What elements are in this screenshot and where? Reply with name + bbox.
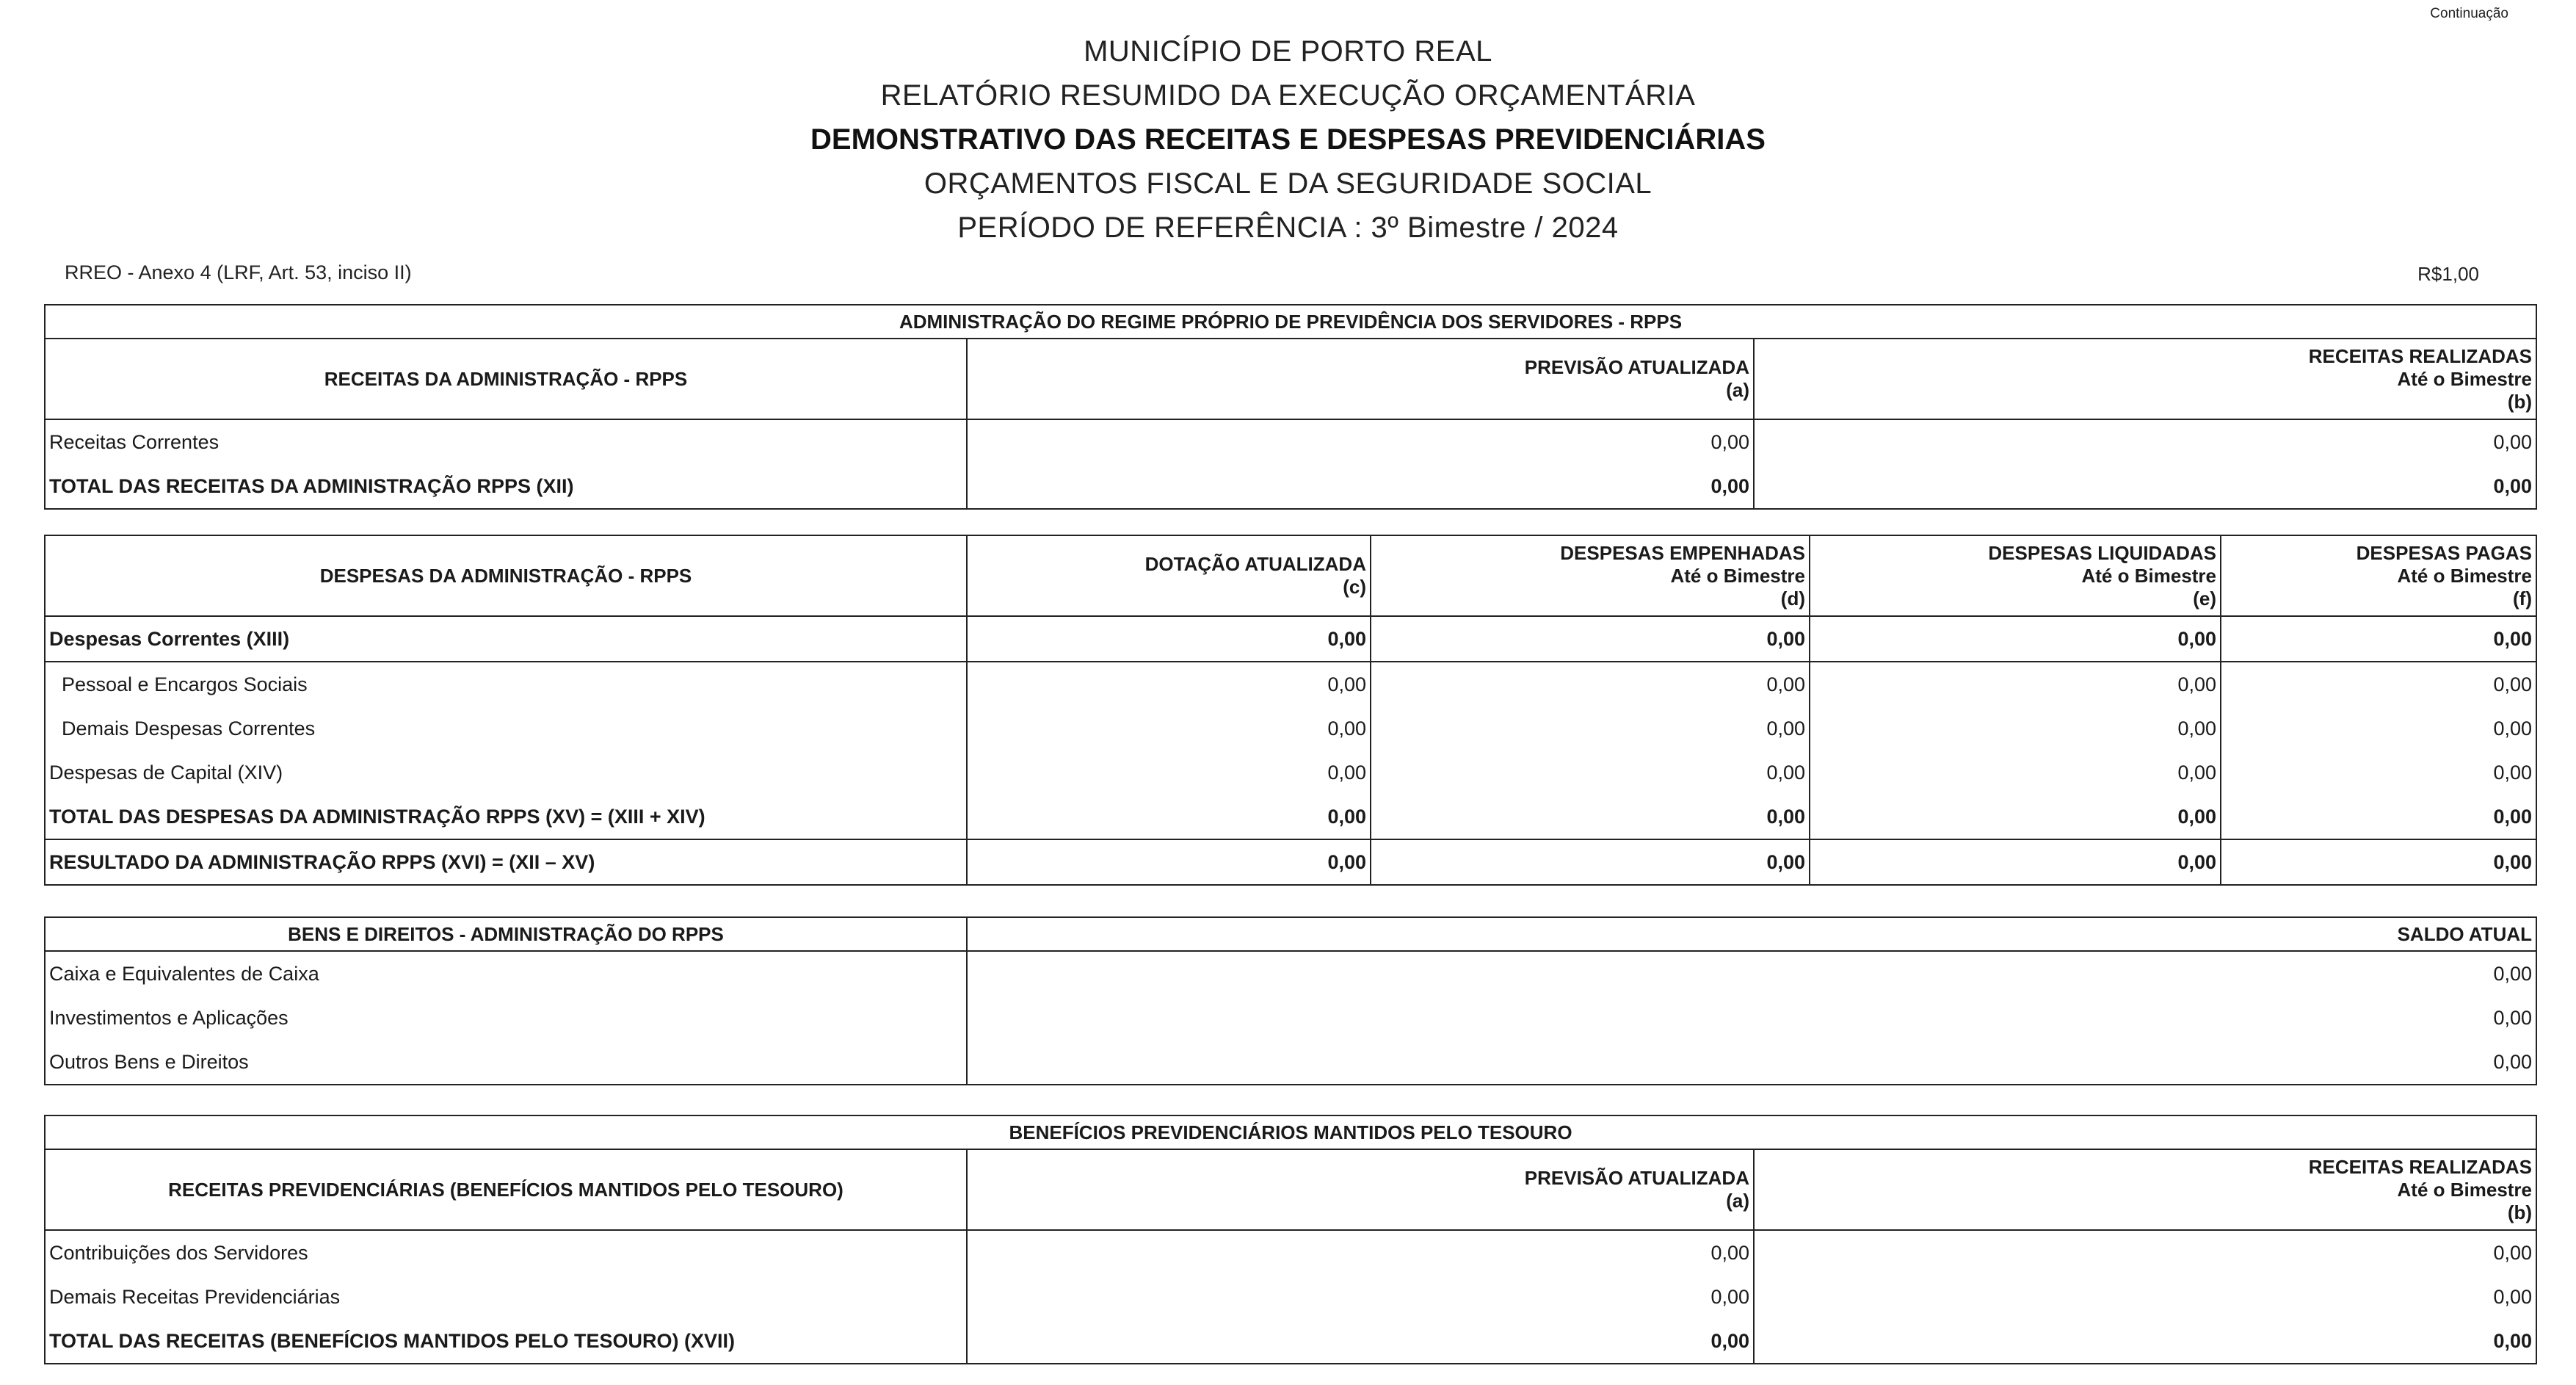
currency-unit: R$1,00 xyxy=(2417,263,2479,285)
row-value-b: 0,00 xyxy=(1754,464,2536,509)
row-value-d: 0,00 xyxy=(1371,616,1810,662)
row-label: Outros Bens e Direitos xyxy=(45,1040,967,1085)
adm-despesas-col-c: DOTAÇÃO ATUALIZADA (c) xyxy=(967,535,1371,616)
row-value-d: 0,00 xyxy=(1371,706,1810,751)
row-value-c: 0,00 xyxy=(967,751,1371,795)
row-value-f: 0,00 xyxy=(2221,662,2536,706)
row-value-d: 0,00 xyxy=(1371,795,1810,839)
table-row xyxy=(45,1275,2536,1319)
row-value-f: 0,00 xyxy=(2221,839,2536,885)
row-label: RESULTADO DA ADMINISTRAÇÃO RPPS (XVI) = (XII – XV) xyxy=(45,839,967,885)
adm-despesas-col-label: DESPESAS DA ADMINISTRAÇÃO - RPPS xyxy=(45,535,967,616)
row-value-d: 0,00 xyxy=(1371,662,1810,706)
tesouro-col-a: PREVISÃO ATUALIZADA (a) xyxy=(967,1149,1754,1230)
header-relatorio: RELATÓRIO RESUMIDO DA EXECUÇÃO ORÇAMENTÁRIA xyxy=(880,79,1696,112)
row-value-d: 0,00 xyxy=(1371,751,1810,795)
tesouro-col-b: RECEITAS REALIZADAS Até o Bimestre (b) xyxy=(1754,1149,2536,1230)
row-label: Demais Despesas Correntes xyxy=(45,706,967,751)
table-row xyxy=(45,662,2536,706)
row-label: TOTAL DAS DESPESAS DA ADMINISTRAÇÃO RPPS (XV) = (XIII + XIV) xyxy=(45,795,967,839)
adm-receitas-table xyxy=(44,304,2537,510)
table-row xyxy=(45,616,2536,662)
adm-despesas-col-f: DESPESAS PAGAS Até o Bimestre (f) xyxy=(2221,535,2536,616)
row-value-a: 0,00 xyxy=(967,419,1754,464)
table-row xyxy=(45,419,2536,464)
tesouro-title: BENEFÍCIOS PREVIDENCIÁRIOS MANTIDOS PELO TESOURO xyxy=(45,1115,2536,1149)
row-value-b: 0,00 xyxy=(1754,1275,2536,1319)
row-label: Despesas de Capital (XIV) xyxy=(45,751,967,795)
row-label: TOTAL DAS RECEITAS (BENEFÍCIOS MANTIDOS PELO TESOURO) (XVII) xyxy=(45,1319,967,1364)
table-row xyxy=(45,996,2536,1040)
header-orcamentos: ORÇAMENTOS FISCAL E DA SEGURIDADE SOCIAL xyxy=(924,167,1652,200)
row-label: Pessoal e Encargos Sociais xyxy=(45,662,967,706)
row-value-f: 0,00 xyxy=(2221,751,2536,795)
row-value-f: 0,00 xyxy=(2221,706,2536,751)
adm-receitas-col-label: RECEITAS DA ADMINISTRAÇÃO - RPPS xyxy=(45,339,967,419)
row-label: Caixa e Equivalentes de Caixa xyxy=(45,951,967,996)
row-value-a: 0,00 xyxy=(967,1275,1754,1319)
adm-despesas-col-d: DESPESAS EMPENHADAS Até o Bimestre (d) xyxy=(1371,535,1810,616)
row-value-saldo: 0,00 xyxy=(967,996,2536,1040)
row-value-saldo: 0,00 xyxy=(967,951,2536,996)
table-row-total xyxy=(45,464,2536,509)
table-row-total xyxy=(45,795,2536,839)
row-label: Investimentos e Aplicações xyxy=(45,996,967,1040)
table-row xyxy=(45,951,2536,996)
row-value-f: 0,00 xyxy=(2221,616,2536,662)
annex-label: RREO - Anexo 4 (LRF, Art. 53, inciso II) xyxy=(65,261,412,283)
table-row xyxy=(45,1040,2536,1085)
header-municipio: MUNICÍPIO DE PORTO REAL xyxy=(1084,35,1492,68)
row-value-e: 0,00 xyxy=(1810,751,2221,795)
adm-receitas-col-a: PREVISÃO ATUALIZADA (a) xyxy=(967,339,1754,419)
row-label: Contribuições dos Servidores xyxy=(45,1230,967,1275)
row-label: Receitas Correntes xyxy=(45,419,967,464)
continuation-note: Continuação xyxy=(2430,6,2508,21)
adm-despesas-table xyxy=(44,535,2537,886)
row-value-a: 0,00 xyxy=(967,464,1754,509)
row-value-a: 0,00 xyxy=(967,1319,1754,1364)
row-value-e: 0,00 xyxy=(1810,795,2221,839)
table-row-total xyxy=(45,1319,2536,1364)
row-value-b: 0,00 xyxy=(1754,1230,2536,1275)
row-value-e: 0,00 xyxy=(1810,839,2221,885)
row-value-f: 0,00 xyxy=(2221,795,2536,839)
tesouro-table xyxy=(44,1115,2537,1364)
adm-despesas-col-e: DESPESAS LIQUIDADAS Até o Bimestre (e) xyxy=(1810,535,2221,616)
table-row xyxy=(45,751,2536,795)
row-value-e: 0,00 xyxy=(1810,616,2221,662)
adm-title: ADMINISTRAÇÃO DO REGIME PRÓPRIO DE PREVIDÊNCIA DOS SERVIDORES - RPPS xyxy=(45,305,2536,339)
row-value-c: 0,00 xyxy=(967,662,1371,706)
adm-receitas-col-b: RECEITAS REALIZADAS Até o Bimestre (b) xyxy=(1754,339,2536,419)
header-periodo: PERÍODO DE REFERÊNCIA : 3º Bimestre / 2024 xyxy=(957,211,1619,244)
bens-col-saldo: SALDO ATUAL xyxy=(967,917,2536,951)
tesouro-col-label: RECEITAS PREVIDENCIÁRIAS (BENEFÍCIOS MANTIDOS PELO TESOURO) xyxy=(45,1149,967,1230)
header-demonstrativo: DEMONSTRATIVO DAS RECEITAS E DESPESAS PREVIDENCIÁRIAS xyxy=(810,123,1766,156)
row-value-c: 0,00 xyxy=(967,839,1371,885)
bens-direitos-table xyxy=(44,916,2537,1085)
bens-col-label: BENS E DIREITOS - ADMINISTRAÇÃO DO RPPS xyxy=(45,917,967,951)
row-value-d: 0,00 xyxy=(1371,839,1810,885)
table-row xyxy=(45,706,2536,751)
row-value-e: 0,00 xyxy=(1810,706,2221,751)
row-value-b: 0,00 xyxy=(1754,1319,2536,1364)
table-row-result xyxy=(45,839,2536,885)
row-value-b: 0,00 xyxy=(1754,419,2536,464)
row-value-saldo: 0,00 xyxy=(967,1040,2536,1085)
row-label: TOTAL DAS RECEITAS DA ADMINISTRAÇÃO RPPS (XII) xyxy=(45,464,967,509)
row-value-c: 0,00 xyxy=(967,795,1371,839)
row-value-a: 0,00 xyxy=(967,1230,1754,1275)
row-label: Despesas Correntes (XIII) xyxy=(45,616,967,662)
row-value-c: 0,00 xyxy=(967,706,1371,751)
table-row xyxy=(45,1230,2536,1275)
row-value-e: 0,00 xyxy=(1810,662,2221,706)
row-value-c: 0,00 xyxy=(967,616,1371,662)
row-label: Demais Receitas Previdenciárias xyxy=(45,1275,967,1319)
